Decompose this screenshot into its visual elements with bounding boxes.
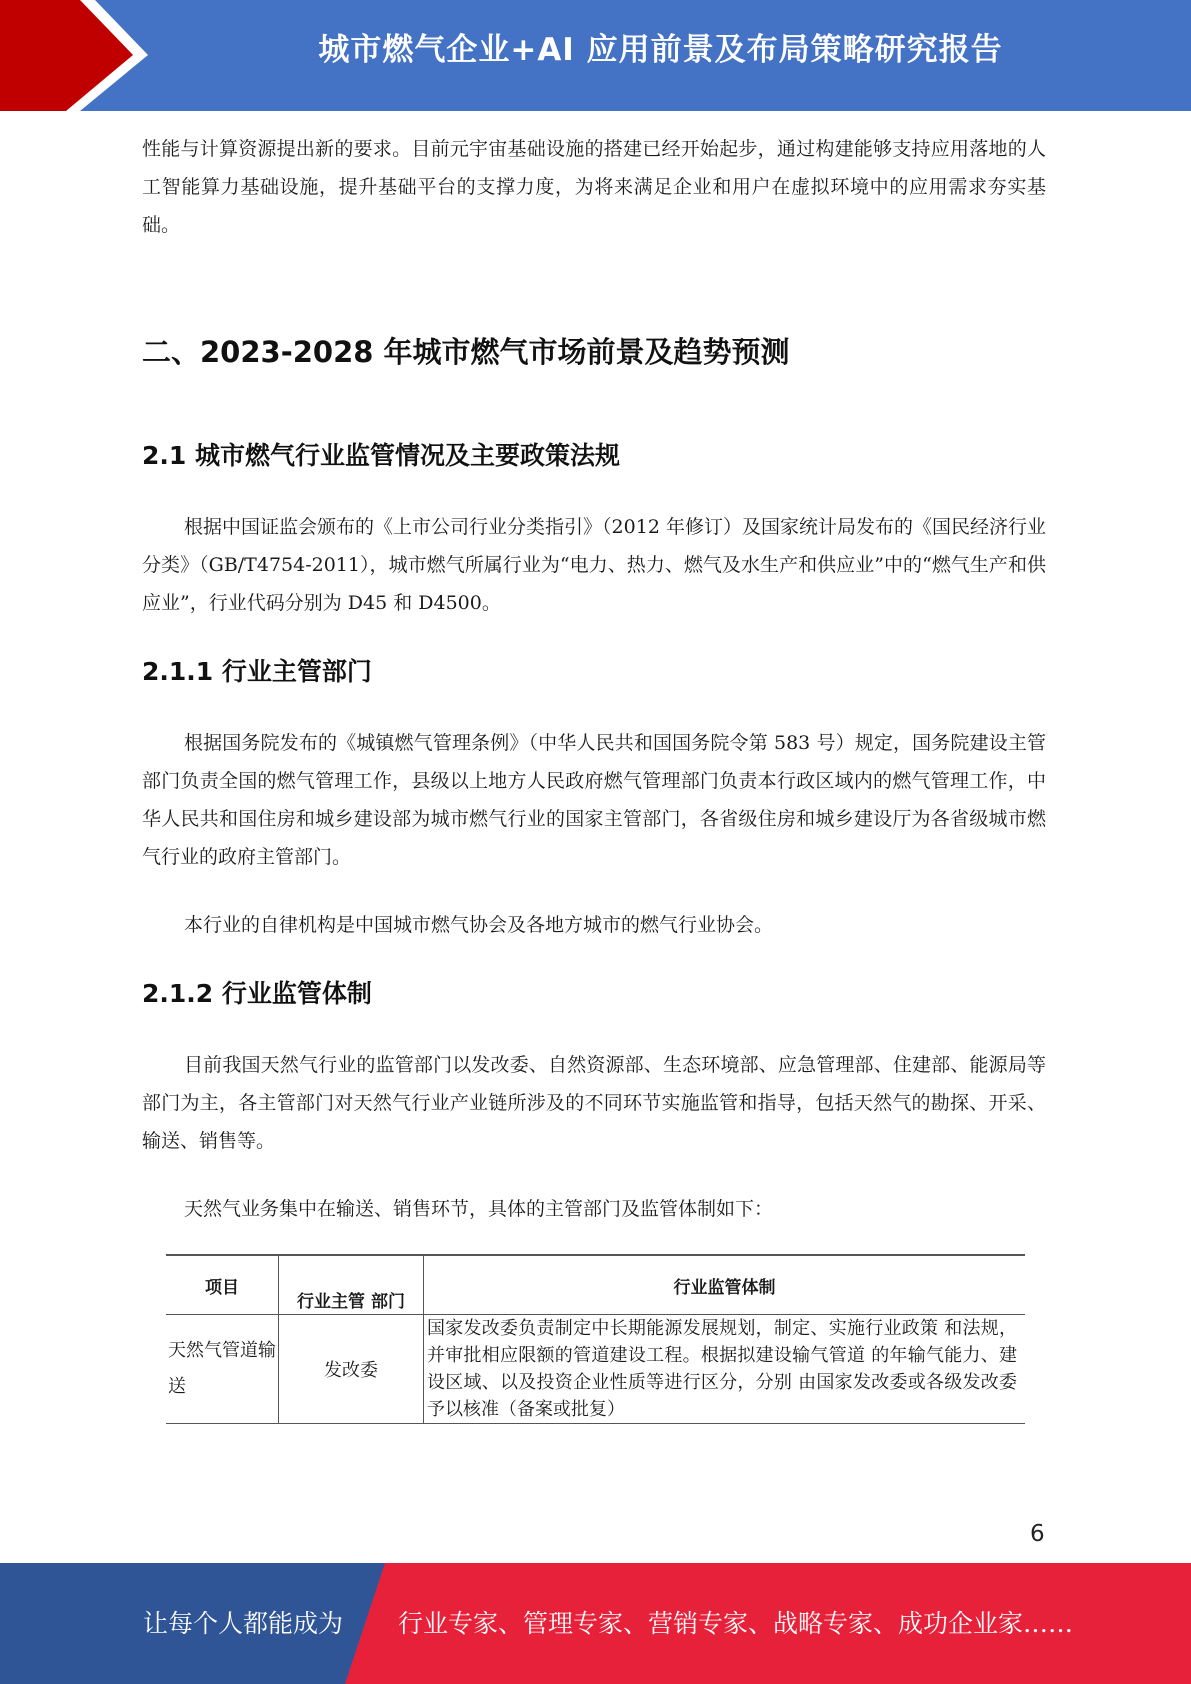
regulation-table	[166, 1254, 1025, 1424]
report-title: 城市燃气企业+AI 应用前景及布局策略研究报告	[318, 32, 1003, 68]
page-number: 6	[1030, 1521, 1045, 1547]
header-arrow-decoration	[0, 0, 160, 111]
footer-slogan-right: 行业专家、管理专家、营销专家、战略专家、成功企业家……	[398, 1609, 1074, 1638]
paragraph: 本行业的自律机构是中国城市燃气协会及各地方城市的燃气行业协会。	[184, 914, 774, 936]
cell-item: 天然气管道输送	[166, 1315, 279, 1424]
cell-department: 发改委	[279, 1315, 424, 1424]
subsection-2-1-2-body	[142, 1046, 1046, 1228]
cell-system: 国家发改委负责制定中长期能源发展规划，制定、实施行业政策 和法规，并审批相应限额的管道建设工程。根据拟建设输气管道 的年输气能力、建设区域、以及投资企业性质等进行区分，分别 由国家发改委或各级发改委予以核准（备案或批复）	[424, 1315, 1026, 1424]
intro-section	[142, 130, 1046, 244]
paragraph: 目前我国天然气行业的监管部门以发改委、自然资源部、生态环境部、应急管理部、住建部、能源局等部门为主，各主管部门对天然气行业产业链所涉及的不同环节实施监管和指导，包括天然气的勘探、开采、输送、销售等。	[142, 1054, 1046, 1152]
footer-slogan-left: 让每个人都能成为	[143, 1609, 344, 1638]
paragraph: 天然气业务集中在输送、销售环节，具体的主管部门及监管体制如下：	[184, 1198, 774, 1220]
page-footer	[0, 1563, 1191, 1684]
column-header-item: 项目	[166, 1255, 279, 1315]
section-heading: 二、2023-2028 年城市燃气市场前景及趋势预测	[142, 335, 790, 369]
subsection-heading-2-1-2: 2.1.2 行业监管体制	[142, 979, 372, 1008]
paragraph: 根据国务院发布的《城镇燃气管理条例》（中华人民共和国国务院令第 583 号）规定，国务院建设主管部门负责全国的燃气管理工作，县级以上地方人民政府燃气管理部门负责本行政区域内的燃气管理工作，中华人民共和国住房和城乡建设部为城市燃气行业的国家主管部门，各省级住房和城乡建设厅为各省级城市燃气行业的政府主管部门。	[142, 732, 1046, 868]
table-header-row	[166, 1255, 1025, 1315]
column-header-system: 行业监管体制	[424, 1255, 1026, 1315]
subsection-heading-2-1-1: 2.1.1 行业主管部门	[142, 657, 372, 686]
column-header-department: 行业主管 部门	[279, 1255, 424, 1315]
table-row	[166, 1315, 1025, 1424]
subsection-2-1-body	[142, 508, 1046, 622]
paragraph: 根据中国证监会颁布的《上市公司行业分类指引》（2012 年修订）及国家统计局发布的《国民经济行业分类》（GB/T4754-2011），城市燃气所属行业为“电力、热力、燃气及水生产和供应业”中的“燃气生产和供应业”，行业代码分别为 D45 和 D4500。	[142, 516, 1046, 614]
page-header	[0, 0, 1191, 111]
subsection-2-1-1-body	[142, 724, 1046, 944]
intro-paragraph: 性能与计算资源提出新的要求。目前元宇宙基础设施的搭建已经开始起步，通过构建能够支持应用落地的人工智能算力基础设施，提升基础平台的支撑力度，为将来满足企业和用户在虚拟环境中的应用需求夯实基础。	[142, 138, 1046, 236]
subsection-heading-2-1: 2.1 城市燃气行业监管情况及主要政策法规	[142, 441, 620, 470]
